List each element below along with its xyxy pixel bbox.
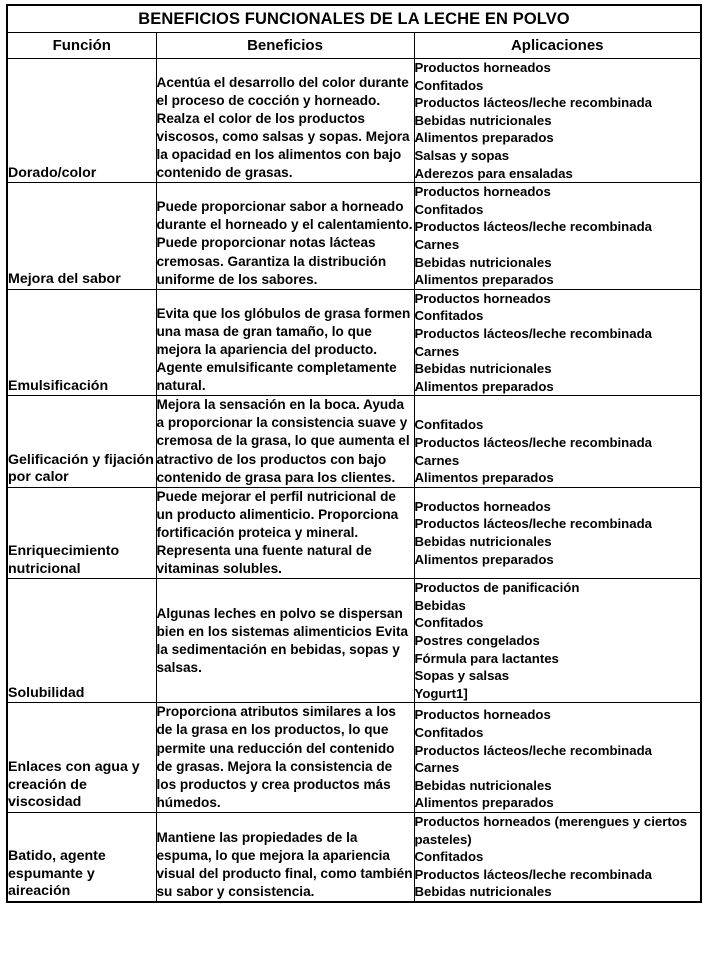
table-body — [7, 5, 701, 902]
application-item: Confitados — [414, 615, 484, 631]
application-item: Confitados — [414, 417, 484, 433]
application-item: Productos horneados — [414, 498, 551, 514]
table-row — [7, 487, 701, 578]
header-row — [7, 33, 701, 59]
cell-aplicaciones — [414, 396, 701, 487]
application-item: Carnes — [414, 236, 460, 252]
application-item: Fórmula para lactantes — [414, 650, 559, 666]
cell-funcion: Emulsificación — [7, 289, 156, 396]
application-item: Productos horneados — [414, 290, 551, 306]
cell-aplicaciones — [414, 487, 701, 578]
application-item: Productos lácteos/leche recombinada — [414, 95, 652, 111]
cell-aplicaciones — [414, 289, 701, 396]
application-item: Productos de panificación — [414, 580, 580, 596]
application-item: Productos lácteos/leche recombinada — [414, 742, 652, 758]
cell-beneficios: Puede mejorar el perfil nutricional de un producto alimenticio. Proporciona fortificación proteica y mineral. Representa una fuente natural de vitaminas solubles. — [156, 487, 414, 578]
cell-beneficios: Mantiene las propiedades de la espuma, lo que mejora la apariencia visual del producto final, como también su sabor y consistencia. — [156, 812, 414, 901]
application-item: Bebidas nutricionales — [414, 112, 552, 128]
table-row — [7, 703, 701, 813]
application-item: Sopas y salsas — [414, 668, 510, 684]
application-item: Productos lácteos/leche recombinada — [414, 434, 652, 450]
application-item: Bebidas nutricionales — [414, 361, 552, 377]
cell-beneficios: Acentúa el desarrollo del color durante el proceso de cocción y horneado. Realza el color de los productos viscosos, como salsas y sopas. Mejora la opacidad en los alimentos con bajo contenido de grasas. — [156, 59, 414, 183]
application-item: Alimentos preparados — [414, 378, 554, 394]
cell-beneficios: Evita que los glóbulos de grasa formen una masa de gran tamaño, lo que mejora la apariencia del producto. Agente emulsificante completamente natural. — [156, 289, 414, 396]
cell-beneficios: Algunas leches en polvo se dispersan bien en los sistemas alimenticios Evita la sedimentación en bebidas, sopas y salsas. — [156, 579, 414, 703]
application-item: Confitados — [414, 849, 484, 865]
application-item: Productos horneados — [414, 184, 551, 200]
application-item: Alimentos preparados — [414, 130, 554, 146]
application-item: Yogurt1] — [414, 685, 468, 701]
cell-funcion: Enriquecimiento nutricional — [7, 487, 156, 578]
table-row — [7, 579, 701, 703]
application-item: Carnes — [414, 760, 460, 776]
application-item: Carnes — [414, 343, 460, 359]
cell-funcion: Dorado/color — [7, 59, 156, 183]
application-item: Bebidas nutricionales — [414, 254, 552, 270]
cell-aplicaciones — [414, 579, 701, 703]
table-row — [7, 396, 701, 487]
application-item: Bebidas nutricionales — [414, 533, 552, 549]
benefits-table — [6, 4, 702, 903]
table-row — [7, 183, 701, 290]
application-item: Postres congelados — [414, 633, 540, 648]
cell-aplicaciones — [414, 183, 701, 290]
cell-funcion: Mejora del sabor — [7, 183, 156, 290]
application-item: Alimentos preparados — [414, 470, 554, 486]
application-item: Aderezos para ensaladas — [414, 165, 573, 181]
application-item: Salsas y sopas — [414, 147, 510, 163]
application-item: Productos lácteos/leche recombinada — [414, 325, 652, 341]
application-item: Alimentos preparados — [414, 272, 554, 288]
application-item: Bebidas nutricionales — [414, 777, 552, 793]
column-header-beneficios: Beneficios — [156, 33, 414, 59]
application-item: Productos horneados (merengues y ciertos pasteles) — [414, 813, 688, 847]
cell-funcion: Batido, agente espumante y aireación — [7, 812, 156, 901]
application-item: Productos horneados — [414, 60, 551, 75]
cell-funcion: Enlaces con agua y creación de viscosidad — [7, 703, 156, 813]
table-row — [7, 812, 701, 901]
application-item: Productos horneados — [414, 707, 551, 723]
application-item: Bebidas nutricionales — [414, 884, 552, 900]
application-item: Confitados — [414, 201, 484, 217]
application-item: Carnes — [414, 452, 460, 468]
page-title: BENEFICIOS FUNCIONALES DE LA LECHE EN POLVO — [7, 5, 701, 33]
column-header-aplicaciones: Aplicaciones — [414, 33, 701, 59]
application-item: Alimentos preparados — [414, 551, 554, 567]
application-item: Confitados — [414, 77, 484, 93]
application-item: Productos lácteos/leche recombinada — [414, 219, 652, 235]
application-item: Bebidas — [414, 597, 466, 613]
cell-beneficios: Mejora la sensación en la boca. Ayuda a proporcionar la consistencia suave y cremosa de la grasa, lo que aumenta el atractivo de los productos con bajo contenido de grasa para los clientes. — [156, 396, 414, 487]
application-item: Productos lácteos/leche recombinada — [414, 516, 652, 532]
cell-funcion: Solubilidad — [7, 579, 156, 703]
cell-beneficios: Puede proporcionar sabor a horneado durante el horneado y el calentamiento. Puede proporcionar notas lácteas cremosas. Garantiza la distribución uniforme de los sabores. — [156, 183, 414, 290]
cell-beneficios: Proporciona atributos similares a los de la grasa en los productos, lo que permite una reducción del contenido de grasas. Mejora la consistencia de los productos y crea productos más húmedos. — [156, 703, 414, 813]
cell-funcion: Gelificación y fijación por calor — [7, 396, 156, 487]
column-header-funcion: Función — [7, 33, 156, 59]
table-row — [7, 59, 701, 183]
cell-aplicaciones — [414, 812, 701, 901]
cell-aplicaciones — [414, 703, 701, 813]
application-item: Productos lácteos/leche recombinada — [414, 866, 652, 882]
table-row — [7, 289, 701, 396]
title-row — [7, 5, 701, 33]
application-item: Confitados — [414, 724, 484, 740]
application-item: Confitados — [414, 308, 484, 324]
application-item: Alimentos preparados — [414, 795, 554, 811]
cell-aplicaciones — [414, 59, 701, 183]
